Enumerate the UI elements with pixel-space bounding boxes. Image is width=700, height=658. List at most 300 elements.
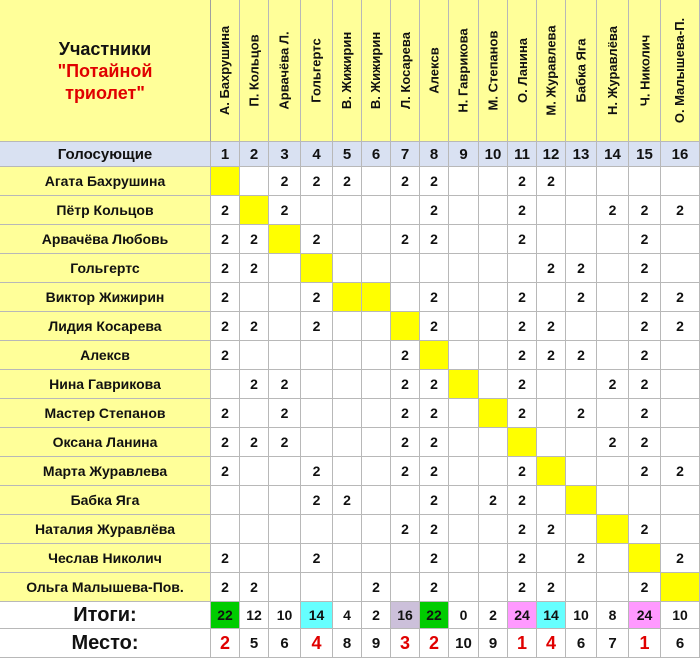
participant-header <box>240 0 269 142</box>
vote-cell <box>333 370 362 399</box>
place-value: 2 <box>211 629 240 658</box>
vote-cell: 2 <box>211 428 240 457</box>
participant-header <box>629 0 661 142</box>
vote-cell <box>479 544 508 573</box>
vote-cell <box>333 544 362 573</box>
vote-cell <box>301 573 333 602</box>
column-number: 6 <box>362 142 391 167</box>
vote-cell: 2 <box>301 457 333 486</box>
column-number: 15 <box>629 142 661 167</box>
vote-cell: 2 <box>597 428 629 457</box>
vote-cell: 2 <box>537 167 566 196</box>
place-value: 4 <box>301 629 333 658</box>
vote-cell <box>391 544 420 573</box>
vote-cell: 2 <box>211 573 240 602</box>
voter-name: Бабка Яга <box>0 486 211 515</box>
vote-cell: 2 <box>508 167 537 196</box>
vote-cell: 2 <box>269 370 301 399</box>
vote-cell <box>479 254 508 283</box>
vote-cell <box>362 544 391 573</box>
participant-header <box>508 0 537 142</box>
vote-cell <box>301 428 333 457</box>
vote-cell: 2 <box>597 370 629 399</box>
participant-name: Гольгертс <box>309 38 324 103</box>
self-cell <box>597 515 629 544</box>
vote-cell <box>629 167 661 196</box>
vote-cell <box>240 399 269 428</box>
vote-cell <box>333 254 362 283</box>
participant-name: В. Жижирин <box>368 31 384 110</box>
vote-cell <box>661 486 700 515</box>
vote-cell: 2 <box>661 196 700 225</box>
vote-cell: 2 <box>661 283 700 312</box>
vote-cell: 2 <box>211 341 240 370</box>
voter-name: Нина Гаврикова <box>0 370 211 399</box>
vote-cell: 2 <box>537 341 566 370</box>
self-cell <box>240 196 269 225</box>
vote-cell <box>333 341 362 370</box>
vote-cell <box>661 399 700 428</box>
vote-cell <box>333 312 362 341</box>
vote-cell <box>449 225 479 254</box>
vote-cell: 2 <box>301 486 333 515</box>
vote-cell <box>479 457 508 486</box>
vote-cell: 2 <box>269 428 301 457</box>
vote-cell <box>537 399 566 428</box>
vote-cell <box>537 486 566 515</box>
place-label: Место: <box>0 629 211 658</box>
vote-cell: 2 <box>537 254 566 283</box>
self-cell <box>420 341 449 370</box>
vote-cell: 2 <box>566 283 597 312</box>
voter-name: Агата Бахрушина <box>0 167 211 196</box>
participant-name: М. Журавлева <box>543 25 559 116</box>
vote-cell <box>479 283 508 312</box>
vote-cell <box>301 370 333 399</box>
vote-cell: 2 <box>508 341 537 370</box>
vote-cell: 2 <box>211 254 240 283</box>
voter-name: Марта Журавлева <box>0 457 211 486</box>
vote-cell: 2 <box>420 196 449 225</box>
vote-cell <box>597 399 629 428</box>
vote-cell: 2 <box>301 167 333 196</box>
vote-cell <box>537 428 566 457</box>
voter-name: Алексв <box>0 341 211 370</box>
vote-cell: 2 <box>661 457 700 486</box>
vote-cell <box>537 196 566 225</box>
vote-cell: 2 <box>269 196 301 225</box>
column-number: 9 <box>449 142 479 167</box>
vote-cell <box>269 341 301 370</box>
vote-cell: 2 <box>333 486 362 515</box>
vote-cell <box>362 341 391 370</box>
participant-name: О. Малышева-П. <box>672 17 688 124</box>
vote-cell: 2 <box>661 544 700 573</box>
vote-cell <box>629 486 661 515</box>
place-value: 8 <box>333 629 362 658</box>
vote-cell <box>362 399 391 428</box>
place-value: 1 <box>508 629 537 658</box>
vote-cell: 2 <box>362 573 391 602</box>
self-cell <box>362 283 391 312</box>
vote-cell: 2 <box>269 167 301 196</box>
totals-label: Итоги: <box>0 602 211 629</box>
vote-cell <box>479 341 508 370</box>
vote-cell: 2 <box>301 544 333 573</box>
vote-cell <box>362 254 391 283</box>
participant-header <box>661 0 700 142</box>
vote-cell: 2 <box>211 457 240 486</box>
vote-cell <box>301 399 333 428</box>
participant-name: Бабка Яга <box>573 38 589 103</box>
column-number: 12 <box>537 142 566 167</box>
participant-name: Л. Косарева <box>397 32 413 109</box>
self-cell <box>479 399 508 428</box>
vote-cell: 2 <box>629 515 661 544</box>
vote-cell: 2 <box>629 370 661 399</box>
vote-cell: 2 <box>566 254 597 283</box>
vote-cell <box>211 370 240 399</box>
participant-name: Н. Журавлёва <box>605 26 621 115</box>
total-value: 24 <box>629 602 661 629</box>
participant-header <box>566 0 597 142</box>
vote-cell <box>269 573 301 602</box>
vote-cell: 2 <box>566 341 597 370</box>
total-value: 2 <box>362 602 391 629</box>
vote-cell <box>537 370 566 399</box>
column-number: 10 <box>479 142 508 167</box>
vote-cell <box>661 254 700 283</box>
total-value: 14 <box>537 602 566 629</box>
self-cell <box>508 428 537 457</box>
vote-cell: 2 <box>420 167 449 196</box>
vote-cell <box>449 167 479 196</box>
voter-name: Мастер Степанов <box>0 399 211 428</box>
vote-cell: 2 <box>391 457 420 486</box>
place-value: 9 <box>362 629 391 658</box>
vote-cell <box>479 167 508 196</box>
participant-name: Ч. Николич <box>637 34 652 107</box>
vote-cell: 2 <box>391 225 420 254</box>
vote-cell: 2 <box>629 341 661 370</box>
title-line-3: триолет" <box>65 82 145 103</box>
vote-cell: 2 <box>629 254 661 283</box>
vote-cell: 2 <box>508 312 537 341</box>
column-number: 14 <box>597 142 629 167</box>
vote-cell <box>597 573 629 602</box>
vote-cell <box>391 573 420 602</box>
participant-name: П. Кольцов <box>246 34 262 107</box>
vote-cell <box>661 341 700 370</box>
vote-cell: 2 <box>211 544 240 573</box>
self-cell <box>629 544 661 573</box>
vote-cell <box>362 167 391 196</box>
vote-cell: 2 <box>420 283 449 312</box>
vote-cell <box>537 283 566 312</box>
participant-name: Н. Гаврикова <box>456 28 472 113</box>
vote-cell: 2 <box>391 515 420 544</box>
vote-cell <box>479 225 508 254</box>
total-value: 4 <box>333 602 362 629</box>
vote-cell <box>269 312 301 341</box>
vote-cell: 2 <box>420 515 449 544</box>
vote-cell: 2 <box>420 370 449 399</box>
vote-cell <box>420 254 449 283</box>
voter-name: Гольгертс <box>0 254 211 283</box>
vote-cell: 2 <box>508 515 537 544</box>
vote-cell <box>333 428 362 457</box>
vote-cell <box>566 312 597 341</box>
self-cell <box>333 283 362 312</box>
vote-cell: 2 <box>629 283 661 312</box>
vote-cell: 2 <box>391 370 420 399</box>
column-number: 13 <box>566 142 597 167</box>
vote-cell: 2 <box>508 486 537 515</box>
voter-name: Виктор Жижирин <box>0 283 211 312</box>
vote-cell <box>597 312 629 341</box>
total-value: 2 <box>479 602 508 629</box>
vote-cell <box>240 283 269 312</box>
column-number: 8 <box>420 142 449 167</box>
vote-cell: 2 <box>479 486 508 515</box>
place-value: 9 <box>479 629 508 658</box>
vote-cell <box>508 254 537 283</box>
participant-header <box>449 0 479 142</box>
vote-cell <box>333 515 362 544</box>
vote-cell <box>269 254 301 283</box>
vote-cell: 2 <box>629 225 661 254</box>
vote-cell <box>269 283 301 312</box>
vote-cell <box>566 573 597 602</box>
participant-name: А. Бахрушина <box>217 25 233 116</box>
vote-cell: 2 <box>629 399 661 428</box>
vote-cell <box>449 515 479 544</box>
column-number: 11 <box>508 142 537 167</box>
vote-cell <box>479 515 508 544</box>
vote-cell <box>449 283 479 312</box>
vote-cell <box>211 515 240 544</box>
vote-cell: 2 <box>508 573 537 602</box>
vote-cell: 2 <box>508 370 537 399</box>
vote-cell: 2 <box>508 225 537 254</box>
vote-cell <box>269 486 301 515</box>
vote-cell: 2 <box>420 573 449 602</box>
vote-cell: 2 <box>629 457 661 486</box>
vote-cell <box>479 370 508 399</box>
vote-cell: 2 <box>629 573 661 602</box>
title-line-2: "Потайной <box>57 60 153 81</box>
vote-cell <box>537 225 566 254</box>
vote-cell: 2 <box>597 196 629 225</box>
vote-cell <box>449 573 479 602</box>
vote-cell: 2 <box>391 428 420 457</box>
vote-cell <box>333 399 362 428</box>
title-line-1: Участники <box>58 38 152 59</box>
vote-cell <box>566 167 597 196</box>
vote-cell <box>449 486 479 515</box>
vote-cell <box>269 457 301 486</box>
vote-cell <box>661 225 700 254</box>
vote-cell <box>479 196 508 225</box>
vote-cell <box>566 428 597 457</box>
vote-cell: 2 <box>420 312 449 341</box>
vote-cell: 2 <box>420 428 449 457</box>
total-value: 16 <box>391 602 420 629</box>
vote-cell <box>240 341 269 370</box>
total-value: 10 <box>661 602 700 629</box>
vote-cell: 2 <box>269 399 301 428</box>
vote-cell <box>597 167 629 196</box>
place-value: 4 <box>537 629 566 658</box>
self-cell <box>537 457 566 486</box>
participant-name: В. Жижирин <box>339 31 355 110</box>
place-value: 6 <box>661 629 700 658</box>
place-value: 3 <box>391 629 420 658</box>
vote-cell <box>240 544 269 573</box>
column-number: 16 <box>661 142 700 167</box>
column-number: 3 <box>269 142 301 167</box>
vote-cell <box>597 457 629 486</box>
participant-header <box>333 0 362 142</box>
vote-cell: 2 <box>420 225 449 254</box>
vote-cell: 2 <box>566 544 597 573</box>
vote-cell <box>449 312 479 341</box>
vote-cell: 2 <box>211 312 240 341</box>
vote-cell <box>597 486 629 515</box>
voter-name: Лидия Косарева <box>0 312 211 341</box>
voter-name: Чеслав Николич <box>0 544 211 573</box>
total-value: 0 <box>449 602 479 629</box>
vote-cell: 2 <box>240 312 269 341</box>
vote-cell: 2 <box>211 225 240 254</box>
self-cell <box>301 254 333 283</box>
participant-name: О. Ланина <box>514 38 530 103</box>
place-value: 2 <box>420 629 449 658</box>
vote-cell <box>661 167 700 196</box>
column-number: 4 <box>301 142 333 167</box>
vote-cell <box>269 544 301 573</box>
vote-cell: 2 <box>537 312 566 341</box>
vote-cell <box>449 341 479 370</box>
vote-cell <box>597 254 629 283</box>
vote-cell: 2 <box>391 399 420 428</box>
vote-cell <box>449 399 479 428</box>
vote-cell <box>449 457 479 486</box>
vote-cell <box>391 283 420 312</box>
vote-cell <box>597 283 629 312</box>
vote-cell: 2 <box>240 428 269 457</box>
vote-cell: 2 <box>211 196 240 225</box>
voter-name: Арвачёва Любовь <box>0 225 211 254</box>
vote-cell <box>240 167 269 196</box>
vote-cell: 2 <box>629 196 661 225</box>
vote-cell <box>333 457 362 486</box>
vote-cell: 2 <box>333 167 362 196</box>
vote-cell: 2 <box>301 225 333 254</box>
vote-cell <box>362 515 391 544</box>
participant-header <box>597 0 629 142</box>
self-cell <box>449 370 479 399</box>
vote-cell <box>566 457 597 486</box>
vote-cell: 2 <box>629 428 661 457</box>
self-cell <box>269 225 301 254</box>
participant-header <box>537 0 566 142</box>
vote-cell: 2 <box>420 544 449 573</box>
self-cell <box>211 167 240 196</box>
vote-cell <box>661 428 700 457</box>
vote-cell: 2 <box>301 312 333 341</box>
vote-cell: 2 <box>240 225 269 254</box>
vote-cell <box>566 225 597 254</box>
participant-name: Арвачёва Л. <box>277 31 293 110</box>
vote-cell <box>661 370 700 399</box>
vote-cell <box>566 196 597 225</box>
vote-cell: 2 <box>420 486 449 515</box>
total-value: 8 <box>597 602 629 629</box>
vote-cell <box>597 225 629 254</box>
place-value: 6 <box>566 629 597 658</box>
total-value: 22 <box>211 602 240 629</box>
participants-title <box>0 0 211 142</box>
vote-cell: 2 <box>240 254 269 283</box>
vote-cell: 2 <box>508 196 537 225</box>
vote-cell: 2 <box>240 370 269 399</box>
voter-name: Пётр Кольцов <box>0 196 211 225</box>
vote-cell <box>211 486 240 515</box>
vote-cell <box>301 515 333 544</box>
column-number: 5 <box>333 142 362 167</box>
vote-cell <box>333 573 362 602</box>
vote-cell: 2 <box>391 341 420 370</box>
vote-cell: 2 <box>508 399 537 428</box>
self-cell <box>391 312 420 341</box>
participant-header <box>301 0 333 142</box>
participant-header <box>269 0 301 142</box>
vote-cell <box>269 515 301 544</box>
vote-cell <box>479 428 508 457</box>
vote-cell: 2 <box>508 457 537 486</box>
column-number: 7 <box>391 142 420 167</box>
vote-cell <box>333 196 362 225</box>
participant-header <box>479 0 508 142</box>
voters-label: Голосующие <box>0 142 211 167</box>
vote-cell <box>362 312 391 341</box>
place-value: 7 <box>597 629 629 658</box>
voter-name: Оксана Ланина <box>0 428 211 457</box>
vote-cell <box>391 196 420 225</box>
self-cell <box>566 486 597 515</box>
vote-cell: 2 <box>420 399 449 428</box>
vote-cell: 2 <box>240 573 269 602</box>
vote-cell <box>449 196 479 225</box>
vote-cell <box>449 544 479 573</box>
place-value: 10 <box>449 629 479 658</box>
vote-cell <box>661 515 700 544</box>
participant-header <box>211 0 240 142</box>
vote-cell: 2 <box>301 283 333 312</box>
vote-cell <box>301 196 333 225</box>
vote-cell <box>362 428 391 457</box>
vote-cell <box>333 225 362 254</box>
total-value: 14 <box>301 602 333 629</box>
participant-name: Алекcв <box>426 47 442 94</box>
voter-name: Ольга Малышева-Пов. <box>0 573 211 602</box>
place-value: 1 <box>629 629 661 658</box>
vote-cell: 2 <box>420 457 449 486</box>
vote-cell: 2 <box>391 167 420 196</box>
vote-cell <box>449 428 479 457</box>
place-value: 5 <box>240 629 269 658</box>
